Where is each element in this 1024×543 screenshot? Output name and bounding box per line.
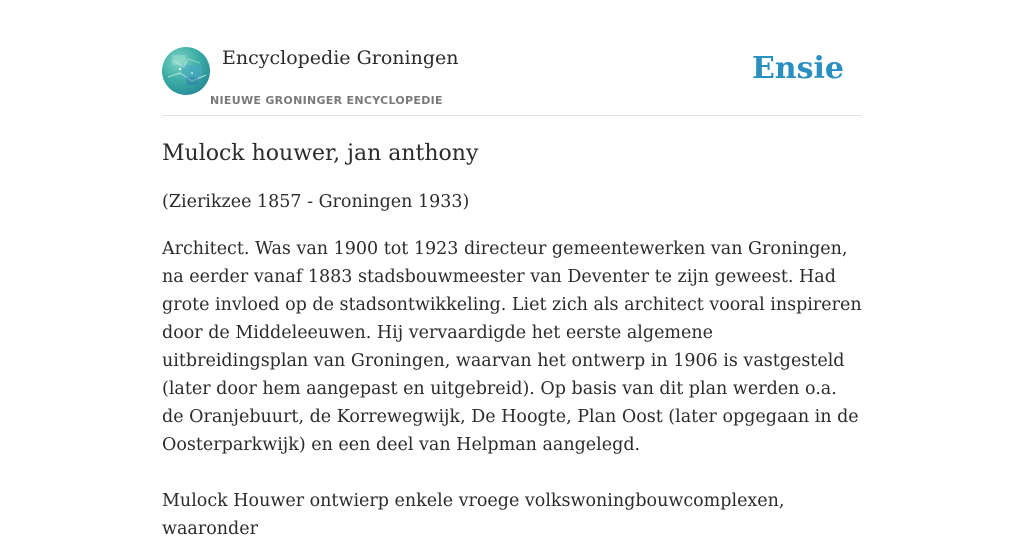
article-paragraph: Mulock Houwer ontwierp enkele vroege volkswoningbouwcomplexen, waaronder: [162, 491, 785, 539]
site-subtitle: NIEUWE GRONINGER ENCYCLOPEDIE: [210, 94, 443, 107]
article-title: Mulock houwer, jan anthony: [162, 141, 479, 166]
article-paragraph: Architect. Was van 1900 tot 1923 directeur gemeentewerken van Groningen, na eerder vanaf 1883 stadsbouwmeester van Deventer te zijn geweest. Had grote invloed op de stadsontwikkeling. Liet zich als architect vooral inspireren door de Middeleeuwen. Hij vervaardigde het eerste algemene uitbreidingsplan van Groningen, waarvan het ontwerp in 1906 is vastgesteld (later door hem aangepast en uitgebreid). Op basis van dit plan werden o.a. de Oranjebuurt, de Korrewegwijk, De Hoogte, Plan Oost (later opgegaan in de Oosterparkwijk) en een deel van Helpman aangelegd.: [162, 239, 862, 455]
site-title[interactable]: Encyclopedie Groningen: [222, 47, 459, 69]
map-thumbnail-icon: [162, 47, 210, 95]
encyclopedia-logo[interactable]: [162, 47, 210, 95]
article: [162, 138, 862, 543]
ensie-brand-link[interactable]: Ensie: [751, 51, 844, 86]
article-body: [162, 235, 862, 543]
article-subtitle: (Zierikzee 1857 - Groningen 1933): [162, 192, 470, 212]
site-header: [162, 0, 862, 116]
